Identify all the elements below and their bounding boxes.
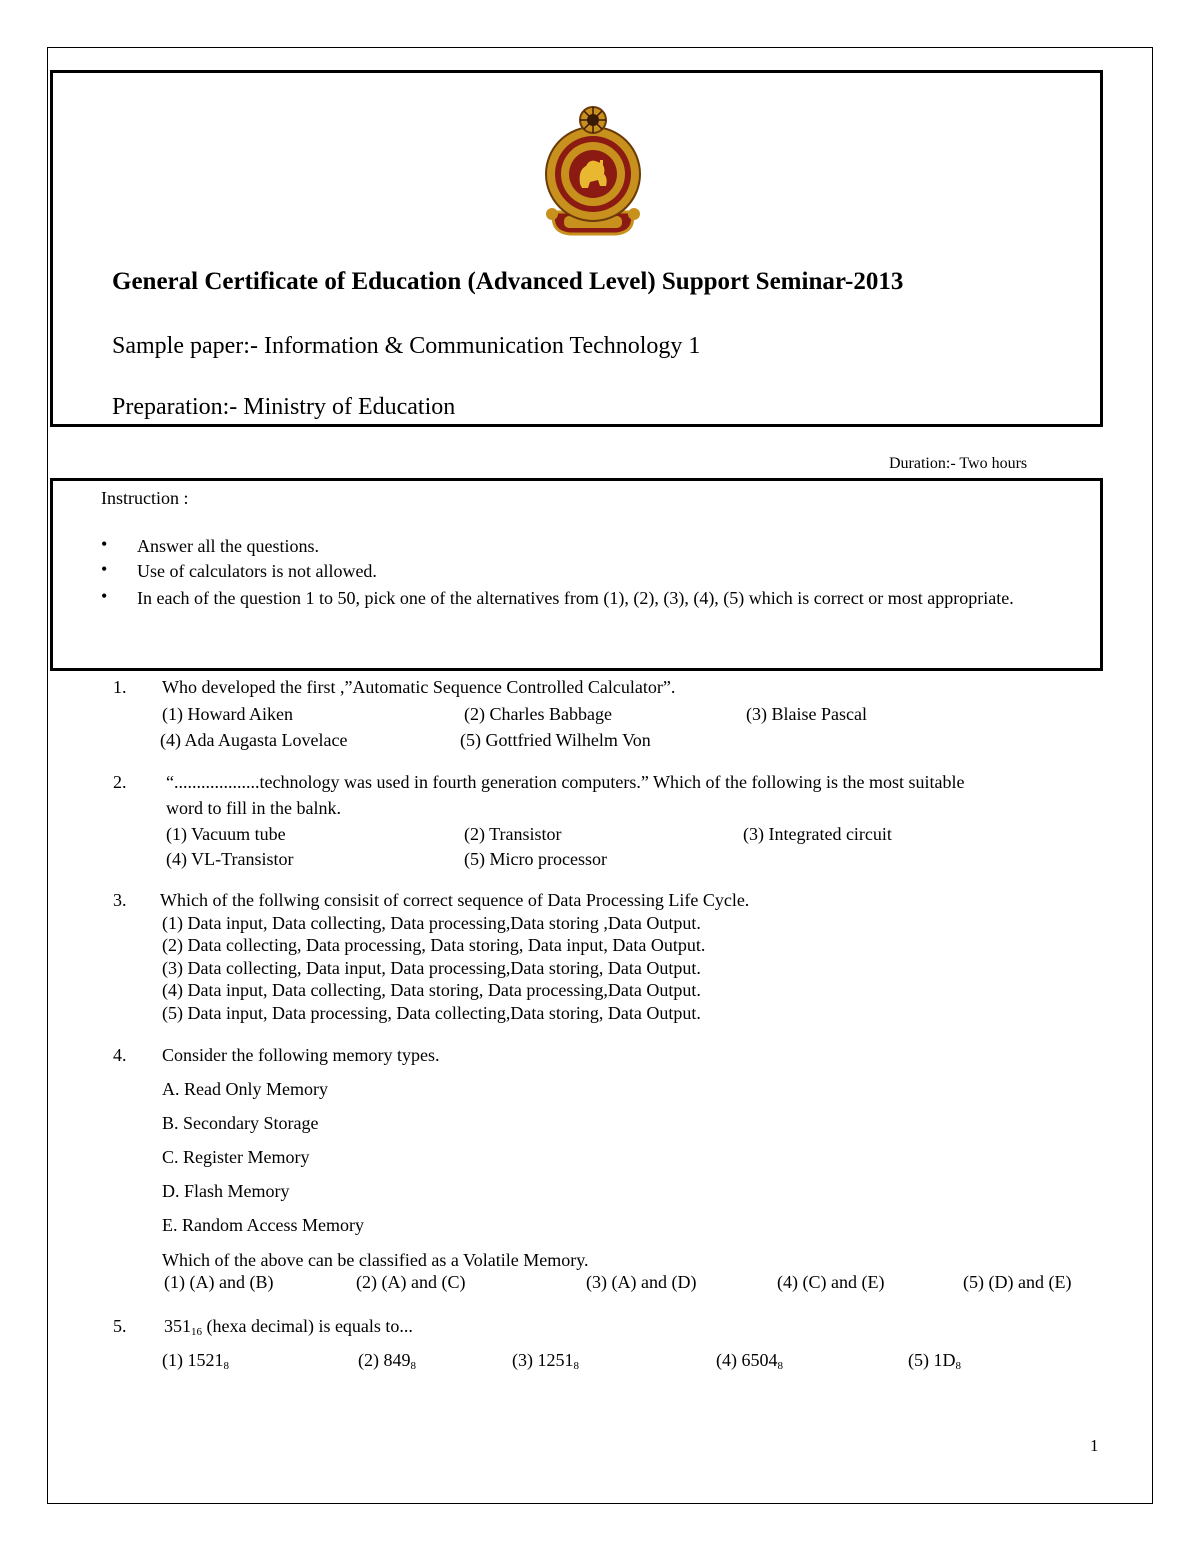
- list-item: D. Flash Memory: [162, 1181, 290, 1201]
- preparation-line: Preparation:- Ministry of Education: [112, 394, 456, 420]
- option: [162, 1350, 229, 1371]
- instruction-item: Answer all the questions.: [137, 536, 319, 556]
- option: (3) Blaise Pascal: [746, 704, 867, 724]
- option: (2) Data collecting, Data processing, Data storing, Data input, Data Output.: [162, 935, 706, 955]
- question-text: Consider the following memory types.: [162, 1045, 440, 1065]
- option: (4) Ada Augasta Lovelace: [160, 730, 348, 750]
- option: (4) VL-Transistor: [166, 849, 294, 869]
- option-value: 1D: [933, 1350, 956, 1370]
- option-prefix: (3): [512, 1350, 538, 1370]
- bullet-icon: •: [101, 586, 108, 606]
- option: (2) (A) and (C): [356, 1272, 466, 1292]
- option: (2) Charles Babbage: [464, 704, 612, 724]
- list-item: E. Random Access Memory: [162, 1215, 364, 1235]
- question-number: 1.: [113, 677, 127, 697]
- option: [358, 1350, 416, 1371]
- option-base: 8: [410, 1360, 416, 1372]
- hex-value: 351: [164, 1316, 191, 1336]
- instructions-title: Instruction :: [101, 488, 189, 508]
- question-number: 2.: [113, 772, 127, 792]
- option: (3) Integrated circuit: [743, 824, 892, 844]
- option: (5) Data input, Data processing, Data collecting,Data storing, Data Output.: [162, 1003, 701, 1023]
- subject-line: Sample paper:- Information & Communication Technology 1: [112, 333, 701, 359]
- option: (1) Vacuum tube: [166, 824, 286, 844]
- duration-text: Duration:- Two hours: [889, 455, 1028, 472]
- question-text: [164, 1316, 413, 1337]
- bullet-icon: •: [101, 534, 108, 554]
- instruction-item: In each of the question 1 to 50, pick one of the alternatives from (1), (2), (3), (4), (5) which is correct or most appropriate.: [137, 588, 1014, 608]
- option-prefix: (5): [908, 1350, 934, 1370]
- option: (1) Howard Aiken: [162, 704, 293, 724]
- page-number: 1: [1090, 1436, 1099, 1455]
- option: [512, 1350, 579, 1371]
- option: (5) (D) and (E): [963, 1272, 1072, 1292]
- question-number: 3.: [113, 890, 127, 910]
- option-base: 8: [223, 1360, 229, 1372]
- option-prefix: (2): [358, 1350, 384, 1370]
- option: (1) (A) and (B): [164, 1272, 274, 1292]
- list-item: B. Secondary Storage: [162, 1113, 319, 1133]
- option-value: 1251: [537, 1350, 574, 1370]
- base-subscript: 16: [191, 1326, 202, 1338]
- option: (3) (A) and (D): [586, 1272, 697, 1292]
- option-base: 8: [955, 1360, 961, 1372]
- option: (4) Data input, Data collecting, Data storing, Data processing,Data Output.: [162, 980, 701, 1000]
- bullet-icon: •: [101, 559, 108, 579]
- option-prefix: (1): [162, 1350, 188, 1370]
- option-base: 8: [777, 1360, 783, 1372]
- question-text: word to fill in the balnk.: [166, 798, 341, 818]
- page-title: General Certificate of Education (Advanced Level) Support Seminar-2013: [112, 268, 904, 295]
- question-text: Who developed the first ,”Automatic Sequence Controlled Calculator”.: [162, 677, 676, 697]
- instruction-item: Use of calculators is not allowed.: [137, 561, 377, 581]
- question-number: 4.: [113, 1045, 127, 1065]
- option: (2) Transistor: [464, 824, 562, 844]
- option-prefix: (4): [716, 1350, 742, 1370]
- option-base: 8: [573, 1360, 579, 1372]
- question-number: 5.: [113, 1316, 127, 1336]
- emblem-icon: [540, 104, 646, 238]
- question-rest: (hexa decimal) is equals to...: [202, 1316, 413, 1336]
- option: (4) (C) and (E): [777, 1272, 885, 1292]
- option: [716, 1350, 783, 1371]
- question-text: Which of the above can be classified as a Volatile Memory.: [162, 1250, 589, 1270]
- option: [908, 1350, 961, 1371]
- option-value: 1521: [187, 1350, 224, 1370]
- option-value: 6504: [741, 1350, 778, 1370]
- option-value: 849: [383, 1350, 411, 1370]
- option: (5) Gottfried Wilhelm Von: [460, 730, 651, 750]
- option: (3) Data collecting, Data input, Data processing,Data storing, Data Output.: [162, 958, 701, 978]
- list-item: A. Read Only Memory: [162, 1079, 328, 1099]
- question-text: “...................technology was used in fourth generation computers.” Which of the following is the most suitable: [166, 772, 965, 792]
- question-text: Which of the follwing consisit of correct sequence of Data Processing Life Cycle.: [160, 890, 750, 910]
- option: (1) Data input, Data collecting, Data processing,Data storing ,Data Output.: [162, 913, 701, 933]
- list-item: C. Register Memory: [162, 1147, 310, 1167]
- option: (5) Micro processor: [464, 849, 607, 869]
